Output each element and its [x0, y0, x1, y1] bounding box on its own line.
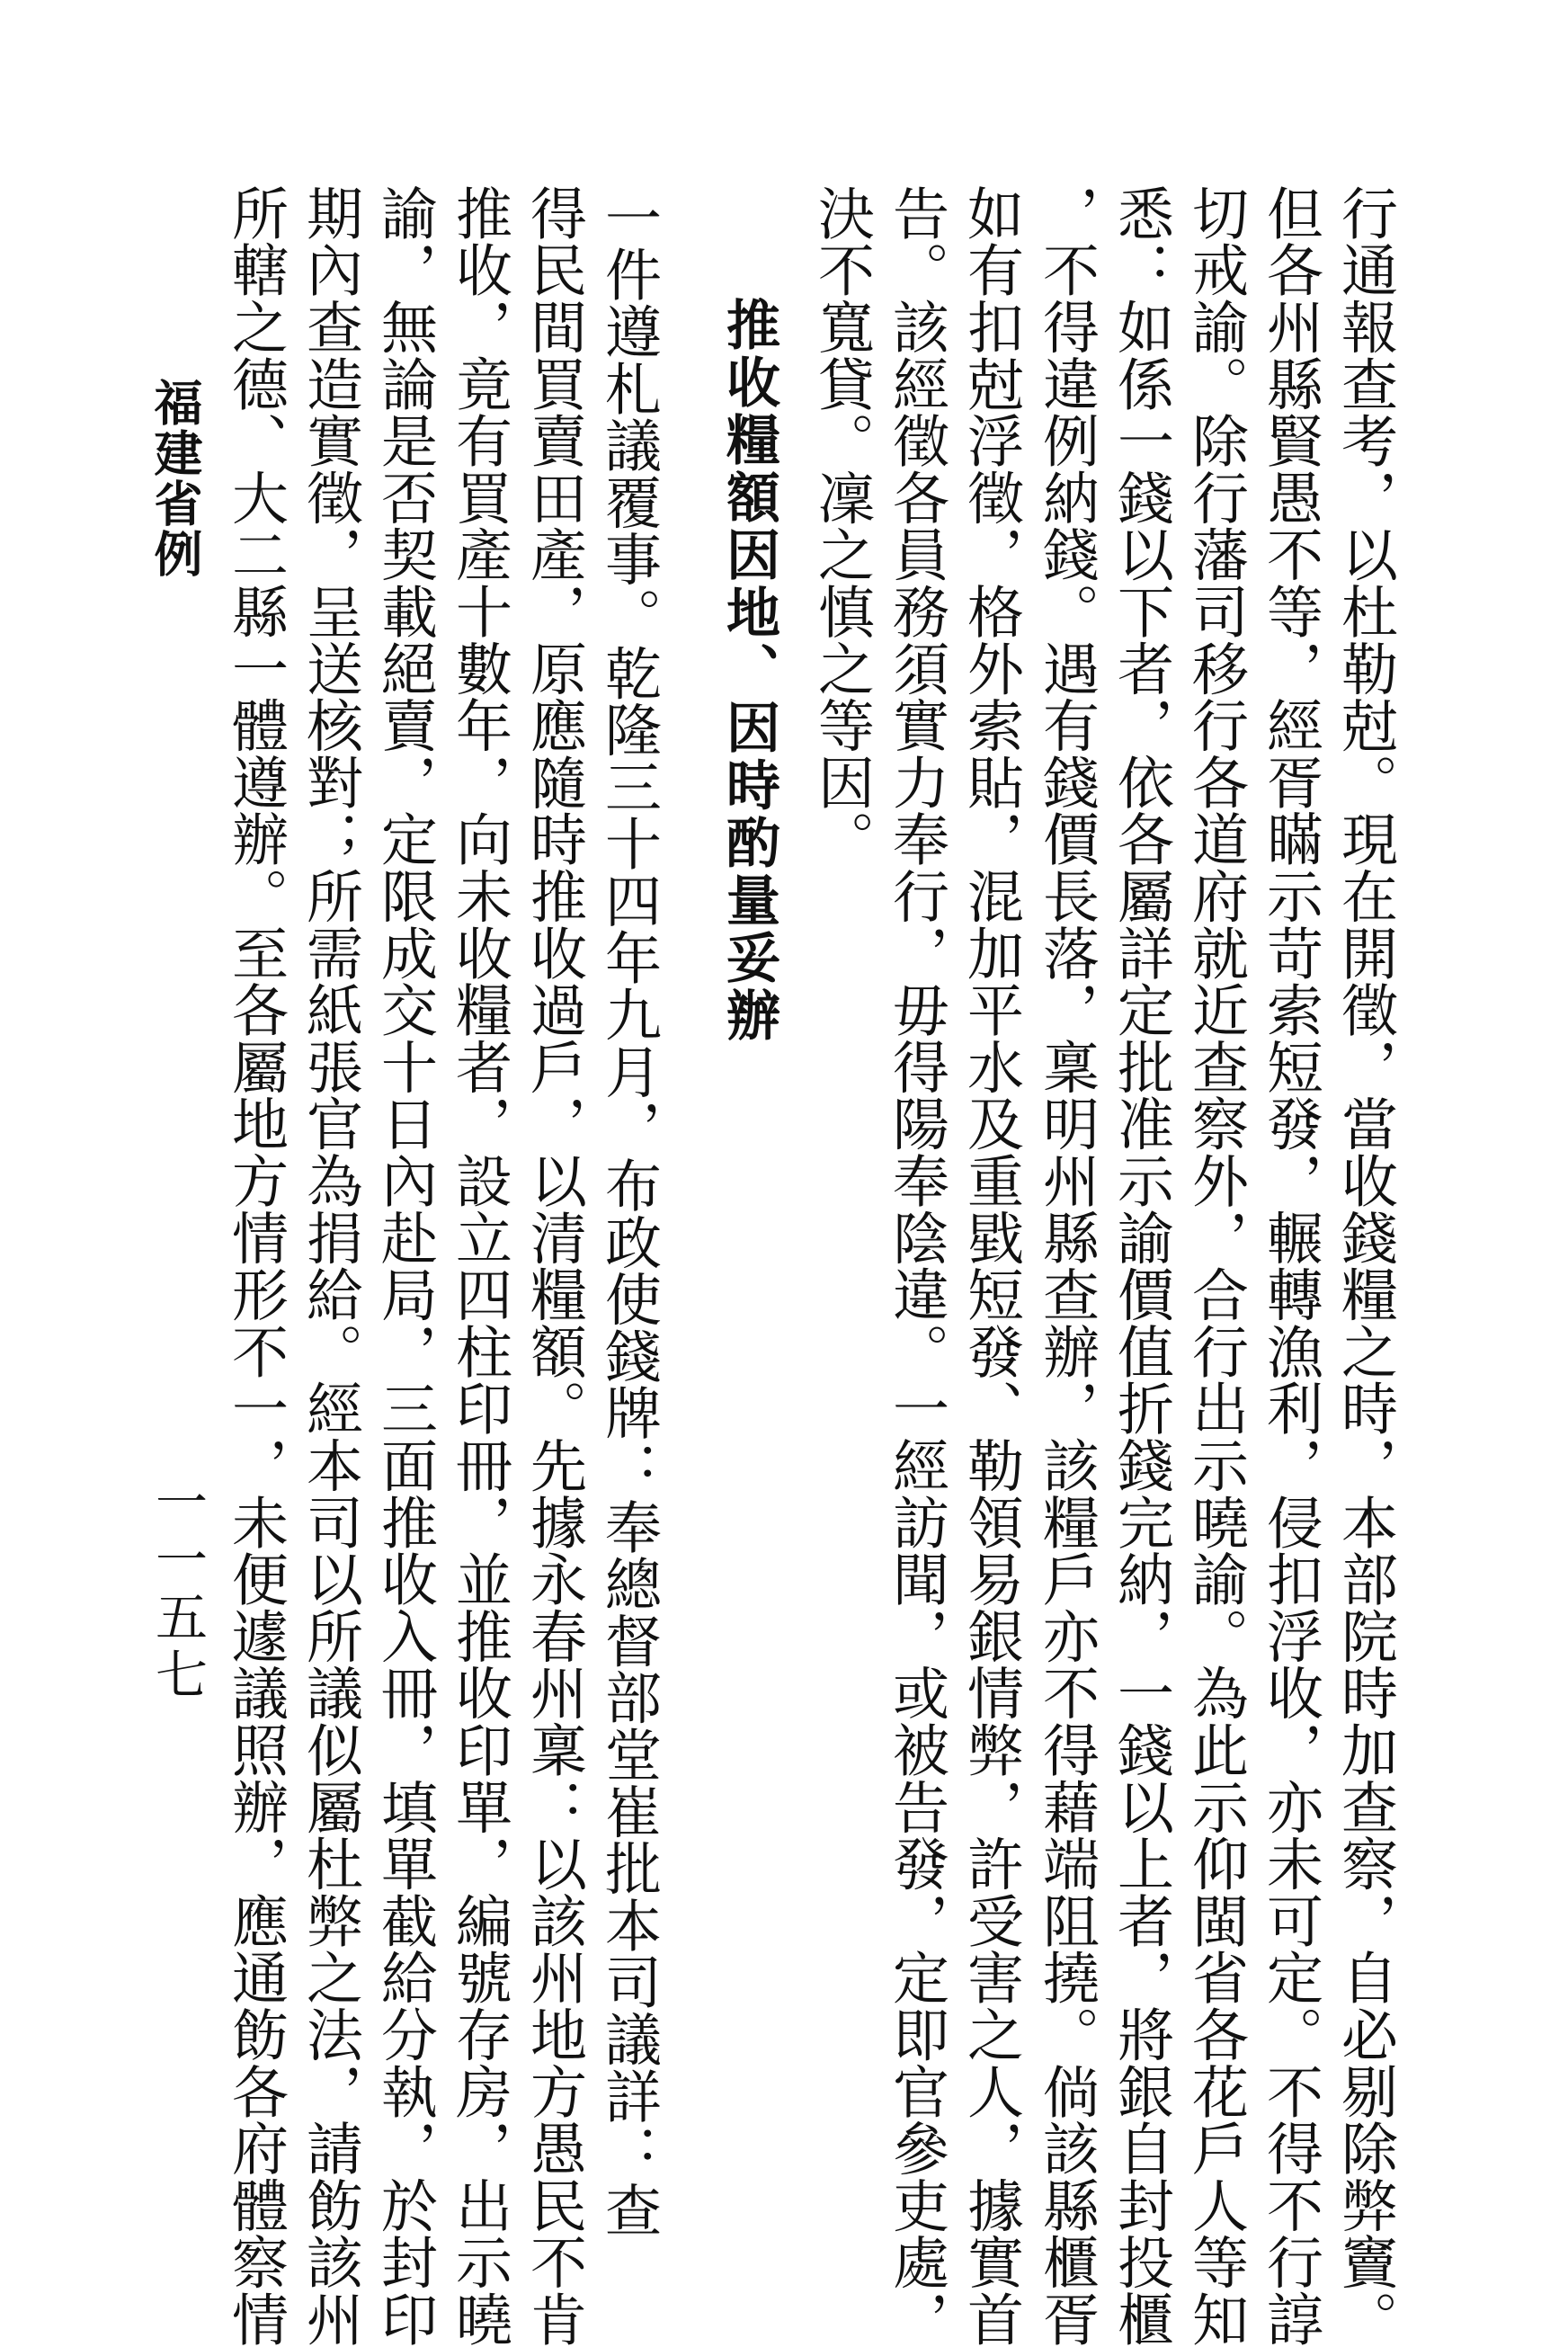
- text-column: 切戒諭。除行藩司移行各道府就近查察外，合行出示曉諭。為此示仰閩省各花戶人等知: [1183, 184, 1249, 2347]
- text-column: 告。該經徵各員務須實力奉行，毋得陽奉陰違。一經訪聞，或被告發，定即官參吏處，: [884, 184, 949, 2347]
- text-column: 一件遵札議覆事。乾隆三十四年九月，布政使錢牌：奉總督部堂崔批本司議詳：查: [596, 189, 662, 2238]
- text-column: 但各州縣賢愚不等，經胥瞞示苛索短發，輾轉漁利，侵扣浮收，亦未可定。不得不行諄: [1258, 184, 1323, 2347]
- text-column: 期內查造實徵，呈送核對；所需紙張官為捐給。經本司以所議似屬杜弊之法，請飭該州: [298, 184, 363, 2347]
- text-column: 得民間買賣田產，原應隨時推收過戶，以清糧額。先據永春州稟：以該州地方愚民不肯: [521, 184, 587, 2347]
- text-column: ，不得違例納錢。遇有錢價長落，稟明州縣查辦，該糧戶亦不得藉端阻撓。倘該縣櫃胥: [1034, 184, 1100, 2347]
- text-column: 諭，無論是否契載絕賣，定限成交十日內赴局，三面推收入冊，填單截給分執，於封印: [372, 184, 438, 2347]
- page-number: 一一五七: [147, 1475, 208, 1705]
- running-title: 福建省例: [147, 378, 204, 579]
- text-column: 悉：如係一錢以下者，依各屬詳定批准示諭價值折錢完納，一錢以上者，將銀自封投櫃: [1109, 184, 1174, 2347]
- text-column: 推收，竟有買產十數年，向未收糧者，設立四柱印冊，並推收印單，編號存房，出示曉: [447, 184, 512, 2347]
- text-column: 如有扣尅浮徵，格外索貼，混加平水及重戥短發、勒領易銀情弊，許受害之人，據實首: [958, 184, 1024, 2347]
- text-column: 所轄之德、大二縣一體遵辦。至各屬地方情形不一，未便遽議照辦，應通飭各府體察情: [223, 184, 289, 2347]
- section-heading: 推收糧額因地、因時酌量妥辦: [717, 297, 780, 1045]
- text-column: 決不寬貸。凜之慎之等因。: [809, 184, 875, 868]
- text-column: 行通報查考，以杜勒尅。現在開徵，當收錢糧之時，本部院時加查察，自必剔除弊竇。: [1332, 184, 1398, 2347]
